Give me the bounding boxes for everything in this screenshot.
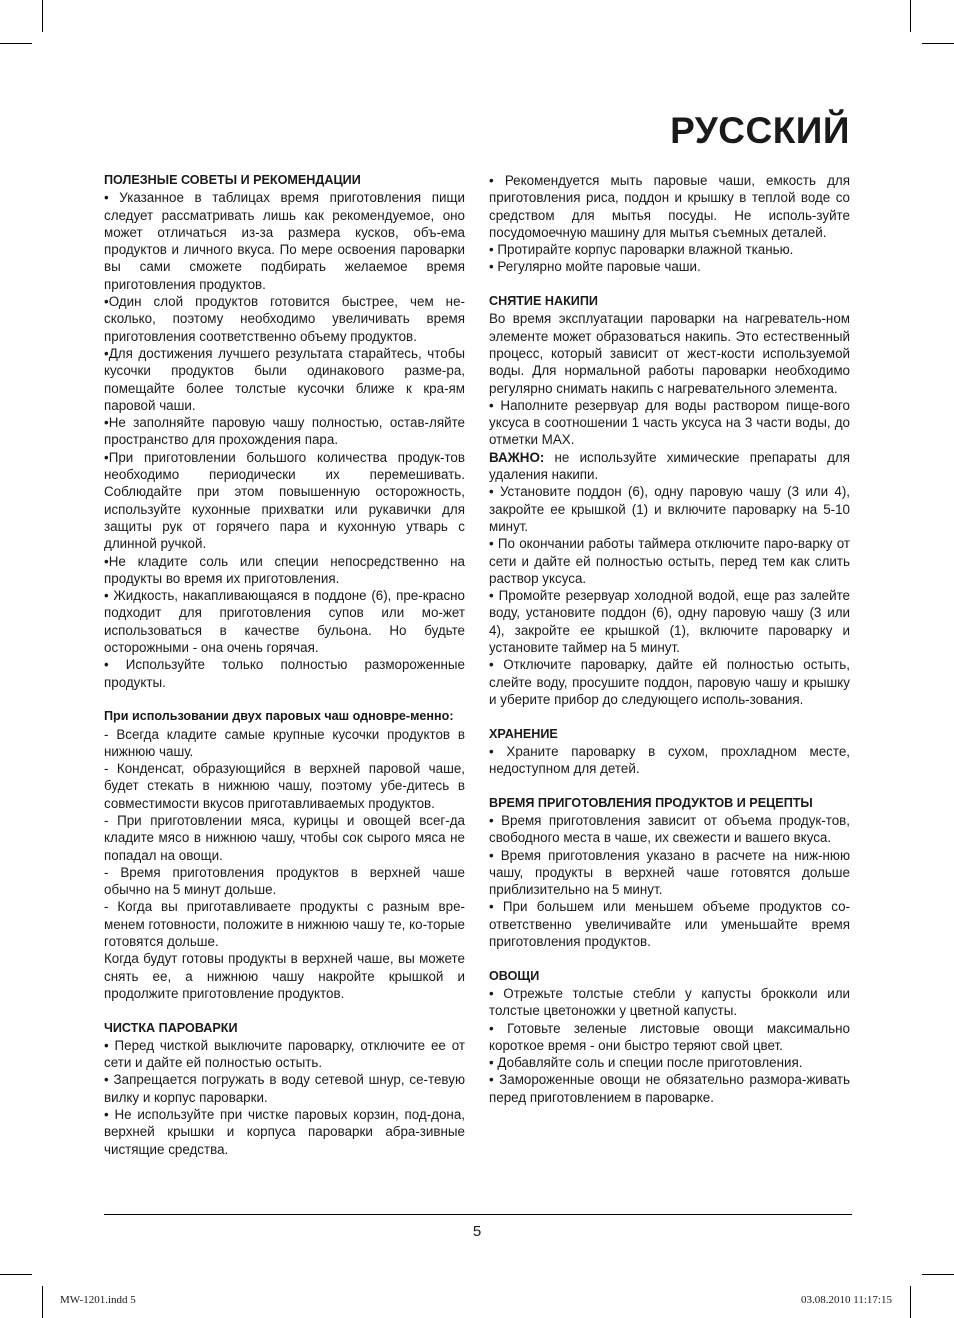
paragraph — [489, 449, 850, 484]
paragraph-text: не используйте химические препараты для удаления накипи. — [489, 449, 850, 483]
spacer — [489, 777, 850, 794]
section-heading: ПОЛЕЗНЫЕ СОВЕТЫ И РЕКОМЕНДАЦИИ — [104, 173, 361, 187]
paragraph: • Время приготовления указано в расчете на ниж-нюю чашу, продукты в верхней чаше готовятся дольше приблизительно на 5 минут. — [489, 847, 850, 898]
section-heading: СНЯТИЕ НАКИПИ — [489, 294, 598, 309]
paragraph: - Конденсат, образующийся в верхней паровой чаше, будет стекать в нижнюю чашу, поэтому убе-дитесь в совместимости вкусов приготавливаемых продуктов. — [104, 761, 465, 811]
paragraph: • Замороженные овощи не обязательно размора-живать перед приготовлением в пароварке. — [489, 1072, 850, 1105]
spacer — [489, 708, 850, 725]
paragraph: - Время приготовления продуктов в верхней чаше обычно на 5 минут дольше. — [104, 864, 465, 898]
section-heading: ЧИСТКА ПАРОВАРКИ — [104, 1020, 238, 1035]
paragraph: • Регулярно мойте паровые чаши. — [489, 259, 701, 275]
crop-mark — [0, 1274, 32, 1275]
paragraph: • Жидкость, накапливающаяся в поддоне (6), пре-красно подходит для приготовления супов или мо-жет использоваться в качестве бульона. Но будьте осторожными - она очень горячая. — [104, 588, 465, 656]
left-column — [104, 172, 465, 1158]
paragraph: Во время эксплуатации пароварки на нагреватель-ном элементе может образоваться накипь. Это естественный процесс, который зависит от жест-кости используемой воды. Для нормальной работы пароварки необходимо регулярно снимать накипь с нагревательного элемента. — [489, 311, 850, 396]
paragraph: • При большем или меньшем объеме продуктов со-ответственно увеличивайте или уменьшайте время приготовления продуктов. — [489, 899, 850, 950]
page-number: 5 — [472, 1223, 482, 1240]
spacer — [104, 691, 465, 708]
paragraph: • Время приготовления зависит от объема продук-тов, свободного места в чаше, их свежести и вашего вкуса. — [489, 812, 850, 846]
paragraph: • Храните пароварку в сухом, прохладном месте, недоступном для детей. — [489, 743, 850, 777]
bold-lead: ВАЖНО: — [489, 449, 545, 465]
crop-mark — [922, 1274, 954, 1275]
footer-rule — [104, 1214, 852, 1215]
paragraph: •Не заполняйте паровую чашу полностью, остав-ляйте пространство для прохождения пара. — [104, 415, 465, 448]
crop-mark — [42, 0, 43, 32]
crop-mark — [910, 0, 911, 32]
right-column — [489, 172, 850, 1106]
paragraph: • По окончании работы таймера отключите паро-варку от сети и дайте ей полностью остыть, перед тем как слить раствор уксуса. — [489, 536, 850, 586]
paragraph: • Готовьте зеленые листовые овощи максимально короткое время - они быстро теряют свой цвет. — [489, 1020, 850, 1053]
footer-file: MW-1201.indd 5 — [60, 1294, 136, 1306]
paragraph: - При приготовлении мяса, курицы и овощей всег-да кладите мясо в нижнюю чашу, чтобы сок сырого мяса не попадал на овощи. — [104, 812, 465, 863]
spacer — [489, 276, 850, 293]
paragraph: • Перед чисткой выключите пароварку, отключите ее от сети и дайте ей полностью остыть. — [104, 1037, 465, 1071]
paragraph: •Один слой продуктов готовится быстрее, чем не-сколько, поэтому необходимо увеличивать время приготовления соответственно объему продуктов. — [104, 294, 465, 344]
paragraph: • Указанное в таблицах время приготовления пищи следует рассматривать лишь как рекомендуемое, оно может отличаться из-за размера кусков, объ-ема продуктов и личного вкуса. По мере освоения пароварки вы сами сможете подбирать желаемое время приготовления продуктов. — [104, 190, 465, 292]
paragraph: • Отключите пароварку, дайте ей полностью остыть, слейте воду, просушите поддон, паровую чашу и крышку и уберите прибор до следующего исполь-зования. — [489, 657, 850, 707]
spacer — [489, 950, 850, 967]
paragraph: • Отрежьте толстые стебли у капусты брокколи или толстые цветоножки у цветной капусты. — [489, 985, 850, 1019]
paragraph: • Промойте резервуар холодной водой, еще раз залейте воду, установите поддон (6), одну паровую чашу (3 или 4), закройте ее крышкой (1), включите пароварку и установите таймер на 5 минут. — [489, 588, 850, 656]
paragraph: Когда будут готовы продукты в верхней чаше, вы можете снять ее, а нижнюю чашу накройте крышкой и продолжите приготовление продуктов. — [104, 951, 465, 1001]
paragraph: • Используйте только полностью размороженные продукты. — [104, 657, 465, 690]
paragraph: • Добавляйте соль и специи после приготовления. — [489, 1055, 803, 1071]
crop-mark — [910, 1286, 911, 1318]
paragraph: • Установите поддон (6), одну паровую чашу (3 или 4), закройте ее крышкой (1) и включите пароварку на 5-10 минут. — [489, 484, 850, 534]
section-heading: ХРАНЕНИЕ — [489, 726, 558, 741]
footer-timestamp: 03.08.2010 11:17:15 — [801, 1294, 892, 1306]
paragraph: - Когда вы приготавливаете продукты с разным вре-менем готовности, положите в нижнюю чашу те, ко-торые готовятся дольше. — [104, 899, 465, 950]
paragraph: •При приготовлении большого количества продук-тов необходимо периодически их перемешивать. Соблюдайте при этом повышенную осторожность, используйте кухонные прихватки или рукавички для защиты рук от горячего пара и кухонную утварь с длинной ручкой. — [104, 449, 465, 552]
crop-mark — [42, 1286, 43, 1318]
crop-mark — [922, 43, 954, 44]
paragraph: • Запрещается погружать в воду сетевой шнур, се-тевую вилку и корпус пароварки. — [104, 1072, 465, 1105]
section-heading: При использовании двух паровых чаш одновре-менно: — [104, 709, 454, 724]
paragraph: • Не используйте при чистке паровых корзин, под-дона, верхней крышки и корпуса пароварки абра-зивные чистящие средства. — [104, 1107, 465, 1157]
paragraph: • Рекомендуется мыть паровые чаши, емкость для приготовления риса, поддон и крышку в теплой воде со средством для мытья посуды. Не исполь-зуйте посудомоечную машину для мытья съемных деталей. — [489, 173, 850, 240]
paragraph: - Всегда кладите самые крупные кусочки продуктов в нижнюю чашу. — [104, 726, 465, 759]
paragraph: • Протирайте корпус пароварки влажной тканью. — [489, 242, 794, 258]
section-heading: ВРЕМЯ ПРИГОТОВЛЕНИЯ ПРОДУКТОВ И РЕЦЕПТЫ — [489, 795, 813, 810]
section-heading: ОВОЩИ — [489, 968, 540, 983]
paragraph: •Не кладите соль или специи непосредственно на продукты во время их приготовления. — [104, 553, 465, 586]
language-title: РУССКИЙ — [670, 110, 850, 151]
paragraph: • Наполните резервуар для воды раствором пище-вого уксуса в соотношении 1 часть уксуса на 3 части воды, до отметки MAX. — [489, 397, 850, 448]
crop-mark — [0, 43, 32, 44]
paragraph: •Для достижения лучшего результата старайтесь, чтобы кусочки продуктов были одинакового разме-ра, помещайте более толстые кусочки ближе к кра-ям паровой чаши. — [104, 345, 465, 413]
spacer — [104, 1002, 465, 1019]
